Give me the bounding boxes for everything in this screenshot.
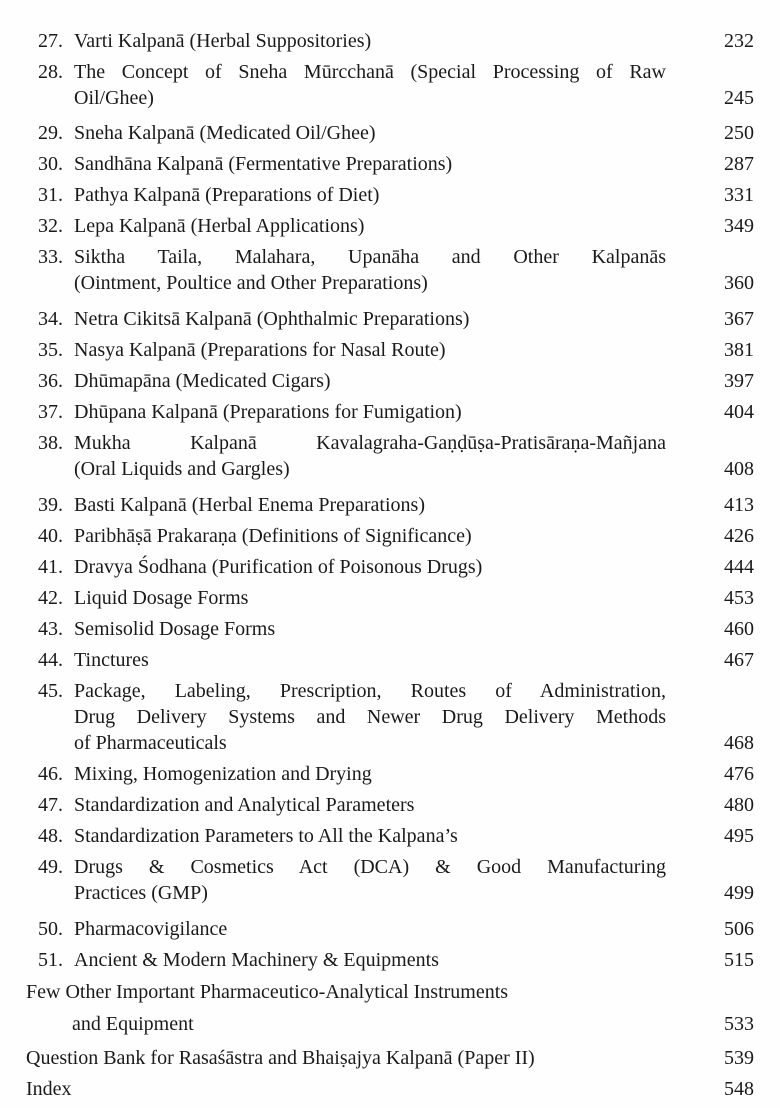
chapter-title: Liquid Dosage Forms (74, 587, 249, 609)
chapter-title: Lepa Kalpanā (Herbal Applications) (74, 215, 365, 237)
chapter-number: 42. (38, 587, 63, 609)
chapter-number: 30. (38, 153, 63, 175)
page-number: 287 (724, 153, 754, 175)
chapter-title: Netra Cikitsā Kalpanā (Ophthalmic Preparations) (74, 308, 470, 330)
chapter-title: Drugs & Cosmetics Act (DCA) & Good Manufacturing (74, 856, 666, 878)
chapter-title: (Oral Liquids and Gargles) (74, 458, 290, 480)
chapter-number: 34. (38, 308, 63, 330)
chapter-title: Oil/Ghee) (74, 87, 154, 109)
backmatter-title: Index (26, 1078, 72, 1100)
page-number: 245 (724, 87, 754, 109)
page-number: 548 (724, 1078, 754, 1100)
chapter-number: 36. (38, 370, 63, 392)
chapter-number: 51. (38, 949, 63, 971)
chapter-title: Varti Kalpanā (Herbal Suppositories) (74, 30, 372, 52)
page-number: 426 (724, 525, 754, 547)
backmatter-title: and Equipment (72, 1013, 194, 1035)
chapter-number: 49. (38, 856, 63, 878)
chapter-title: Practices (GMP) (74, 882, 208, 904)
page-number: 413 (724, 494, 754, 516)
chapter-title: Standardization and Analytical Parameters (74, 794, 415, 816)
page-number: 533 (724, 1013, 754, 1035)
page-number: 467 (724, 649, 754, 671)
chapter-number: 44. (38, 649, 63, 671)
chapter-number: 39. (38, 494, 63, 516)
backmatter-title: Question Bank for Rasaśāstra and Bhaiṣajya Kalpanā (Paper II) (26, 1047, 535, 1069)
chapter-title: Paribhāṣā Prakaraṇa (Definitions of Significance) (74, 525, 472, 547)
chapter-number: 27. (38, 30, 63, 52)
chapter-title: Nasya Kalpanā (Preparations for Nasal Route) (74, 339, 446, 361)
chapter-number: 48. (38, 825, 63, 847)
chapter-number: 45. (38, 680, 63, 702)
page-number: 480 (724, 794, 754, 816)
page-number: 460 (724, 618, 754, 640)
page-number: 381 (724, 339, 754, 361)
page-number: 232 (724, 30, 754, 52)
chapter-title: Pathya Kalpanā (Preparations of Diet) (74, 184, 380, 206)
page-number: 539 (724, 1047, 754, 1069)
chapter-title: Standardization Parameters to All the Kalpana’s (74, 825, 458, 847)
chapter-title: Sandhāna Kalpanā (Fermentative Preparations) (74, 153, 453, 175)
page-number: 404 (724, 401, 754, 423)
chapter-title: Mukha Kalpanā Kavalagraha-Gaṇḍūṣa-Pratisāraṇa-Mañjana (74, 432, 666, 454)
chapter-title: Basti Kalpanā (Herbal Enema Preparations) (74, 494, 425, 516)
chapter-title: Dhūpana Kalpanā (Preparations for Fumigation) (74, 401, 462, 423)
chapter-number: 35. (38, 339, 63, 361)
page-number: 331 (724, 184, 754, 206)
chapter-number: 50. (38, 918, 63, 940)
chapter-title: Package, Labeling, Prescription, Routes of Administration, (74, 680, 666, 702)
page-number: 499 (724, 882, 754, 904)
page-number: 515 (724, 949, 754, 971)
chapter-number: 47. (38, 794, 63, 816)
page-number: 250 (724, 122, 754, 144)
page-number: 444 (724, 556, 754, 578)
chapter-number: 41. (38, 556, 63, 578)
chapter-number: 33. (38, 246, 63, 268)
chapter-number: 46. (38, 763, 63, 785)
chapter-title: of Pharmaceuticals (74, 732, 227, 754)
page-number: 476 (724, 763, 754, 785)
page-number: 367 (724, 308, 754, 330)
chapter-number: 28. (38, 61, 63, 83)
page-number: 397 (724, 370, 754, 392)
chapter-title: Ancient & Modern Machinery & Equipments (74, 949, 439, 971)
chapter-number: 38. (38, 432, 63, 454)
page-number: 349 (724, 215, 754, 237)
chapter-title: Siktha Taila, Malahara, Upanāha and Other Kalpanās (74, 246, 666, 268)
backmatter-title: Few Other Important Pharmaceutico-Analytical Instruments (26, 981, 509, 1003)
chapter-title: Dhūmapāna (Medicated Cigars) (74, 370, 331, 392)
chapter-title: Mixing, Homogenization and Drying (74, 763, 372, 785)
chapter-number: 31. (38, 184, 63, 206)
chapter-number: 37. (38, 401, 63, 423)
page-number: 495 (724, 825, 754, 847)
chapter-title: Drug Delivery Systems and Newer Drug Delivery Methods (74, 706, 666, 728)
chapter-title: Dravya Śodhana (Purification of Poisonous Drugs) (74, 556, 483, 578)
chapter-title: The Concept of Sneha Mūrcchanā (Special Processing of Raw (74, 61, 666, 83)
page-number: 468 (724, 732, 754, 754)
page-number: 453 (724, 587, 754, 609)
chapter-number: 32. (38, 215, 63, 237)
page-number: 408 (724, 458, 754, 480)
chapter-title: Semisolid Dosage Forms (74, 618, 276, 640)
chapter-title: Sneha Kalpanā (Medicated Oil/Ghee) (74, 122, 376, 144)
chapter-title: Tinctures (74, 649, 149, 671)
page-number: 360 (724, 272, 754, 294)
chapter-title: (Ointment, Poultice and Other Preparations) (74, 272, 428, 294)
page-number: 506 (724, 918, 754, 940)
chapter-number: 43. (38, 618, 63, 640)
chapter-title: Pharmacovigilance (74, 918, 228, 940)
chapter-number: 29. (38, 122, 63, 144)
chapter-number: 40. (38, 525, 63, 547)
